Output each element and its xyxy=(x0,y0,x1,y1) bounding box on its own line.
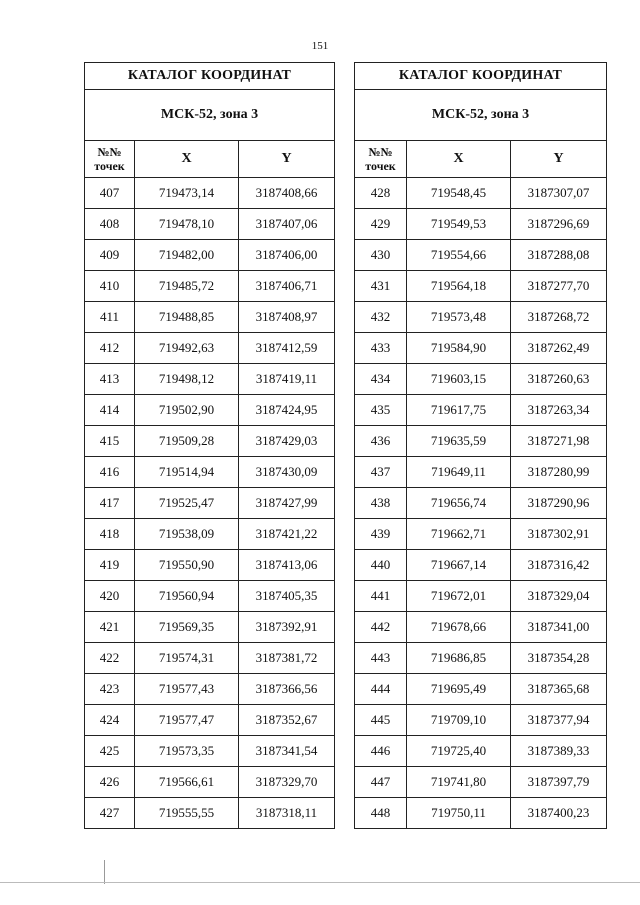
cell-y-coordinate: 3187406,00 xyxy=(239,240,335,271)
cell-x-coordinate: 719514,94 xyxy=(135,457,239,488)
cell-x-coordinate: 719485,72 xyxy=(135,271,239,302)
table-row xyxy=(355,767,607,798)
cell-y-coordinate: 3187307,07 xyxy=(511,178,607,209)
column-header-y: Y xyxy=(511,141,607,178)
cell-y-coordinate: 3187389,33 xyxy=(511,736,607,767)
cell-y-coordinate: 3187262,49 xyxy=(511,333,607,364)
cell-point-number: 440 xyxy=(355,550,407,581)
cell-y-coordinate: 3187406,71 xyxy=(239,271,335,302)
cell-point-number: 444 xyxy=(355,674,407,705)
table-row xyxy=(355,674,607,705)
cell-y-coordinate: 3187296,69 xyxy=(511,209,607,240)
table-row xyxy=(355,457,607,488)
cell-point-number: 437 xyxy=(355,457,407,488)
cell-y-coordinate: 3187430,09 xyxy=(239,457,335,488)
cell-point-number: 408 xyxy=(85,209,135,240)
cell-point-number: 427 xyxy=(85,798,135,829)
page-number: 151 xyxy=(311,40,329,52)
cell-x-coordinate: 719649,11 xyxy=(407,457,511,488)
catalog-title: КАТАЛОГ КООРДИНАТ xyxy=(85,63,335,90)
table-row xyxy=(85,240,335,271)
cell-y-coordinate: 3187290,96 xyxy=(511,488,607,519)
table-row xyxy=(355,395,607,426)
table-row xyxy=(355,426,607,457)
table-row xyxy=(355,271,607,302)
cell-x-coordinate: 719584,90 xyxy=(407,333,511,364)
cell-point-number: 448 xyxy=(355,798,407,829)
cell-y-coordinate: 3187381,72 xyxy=(239,643,335,674)
table-row xyxy=(355,178,607,209)
cell-x-coordinate: 719482,00 xyxy=(135,240,239,271)
table-row xyxy=(85,302,335,333)
cell-y-coordinate: 3187412,59 xyxy=(239,333,335,364)
cell-y-coordinate: 3187288,08 xyxy=(511,240,607,271)
cell-y-coordinate: 3187277,70 xyxy=(511,271,607,302)
cell-point-number: 416 xyxy=(85,457,135,488)
table-row xyxy=(355,705,607,736)
cell-y-coordinate: 3187400,23 xyxy=(511,798,607,829)
cell-x-coordinate: 719662,71 xyxy=(407,519,511,550)
cell-y-coordinate: 3187429,03 xyxy=(239,426,335,457)
cell-x-coordinate: 719750,11 xyxy=(407,798,511,829)
cell-point-number: 429 xyxy=(355,209,407,240)
table-row xyxy=(85,333,335,364)
cell-x-coordinate: 719554,66 xyxy=(407,240,511,271)
cell-y-coordinate: 3187318,11 xyxy=(239,798,335,829)
cell-x-coordinate: 719656,74 xyxy=(407,488,511,519)
table-row xyxy=(85,643,335,674)
cell-point-number: 435 xyxy=(355,395,407,426)
cell-point-number: 430 xyxy=(355,240,407,271)
cell-y-coordinate: 3187280,99 xyxy=(511,457,607,488)
cell-point-number: 436 xyxy=(355,426,407,457)
table-row xyxy=(355,240,607,271)
cell-point-number: 443 xyxy=(355,643,407,674)
cell-point-number: 411 xyxy=(85,302,135,333)
table-row xyxy=(85,674,335,705)
cell-x-coordinate: 719498,12 xyxy=(135,364,239,395)
cell-point-number: 409 xyxy=(85,240,135,271)
cell-x-coordinate: 719686,85 xyxy=(407,643,511,674)
cell-x-coordinate: 719525,47 xyxy=(135,488,239,519)
cell-x-coordinate: 719741,80 xyxy=(407,767,511,798)
cell-x-coordinate: 719573,35 xyxy=(135,736,239,767)
table-row xyxy=(355,209,607,240)
cell-point-number: 420 xyxy=(85,581,135,612)
table-row xyxy=(355,581,607,612)
cell-x-coordinate: 719549,53 xyxy=(407,209,511,240)
cell-x-coordinate: 719560,94 xyxy=(135,581,239,612)
coordinate-catalog-table-right xyxy=(354,62,607,829)
cell-x-coordinate: 719678,66 xyxy=(407,612,511,643)
table-row xyxy=(355,488,607,519)
cell-point-number: 428 xyxy=(355,178,407,209)
coordinate-system-zone: МСК-52, зона 3 xyxy=(355,90,607,141)
cell-y-coordinate: 3187260,63 xyxy=(511,364,607,395)
cell-point-number: 418 xyxy=(85,519,135,550)
cell-y-coordinate: 3187408,97 xyxy=(239,302,335,333)
cell-y-coordinate: 3187419,11 xyxy=(239,364,335,395)
cell-point-number: 438 xyxy=(355,488,407,519)
cell-y-coordinate: 3187365,68 xyxy=(511,674,607,705)
table-row xyxy=(85,736,335,767)
table-body xyxy=(355,178,607,829)
cell-x-coordinate: 719509,28 xyxy=(135,426,239,457)
column-header-y: Y xyxy=(239,141,335,178)
cell-y-coordinate: 3187302,91 xyxy=(511,519,607,550)
table-body xyxy=(85,178,335,829)
cell-y-coordinate: 3187366,56 xyxy=(239,674,335,705)
cell-point-number: 446 xyxy=(355,736,407,767)
cell-x-coordinate: 719538,09 xyxy=(135,519,239,550)
cell-x-coordinate: 719695,49 xyxy=(407,674,511,705)
cell-point-number: 419 xyxy=(85,550,135,581)
table-row xyxy=(85,271,335,302)
table-row xyxy=(355,302,607,333)
cell-x-coordinate: 719603,15 xyxy=(407,364,511,395)
table-row xyxy=(85,395,335,426)
cell-x-coordinate: 719502,90 xyxy=(135,395,239,426)
cell-point-number: 442 xyxy=(355,612,407,643)
cell-x-coordinate: 719617,75 xyxy=(407,395,511,426)
cell-x-coordinate: 719564,18 xyxy=(407,271,511,302)
column-header-point-number: №№ точек xyxy=(355,141,407,178)
cell-x-coordinate: 719478,10 xyxy=(135,209,239,240)
coordinate-system-zone: МСК-52, зона 3 xyxy=(85,90,335,141)
table-row xyxy=(85,457,335,488)
cell-x-coordinate: 719569,35 xyxy=(135,612,239,643)
cell-y-coordinate: 3187397,79 xyxy=(511,767,607,798)
cell-y-coordinate: 3187405,35 xyxy=(239,581,335,612)
table-row xyxy=(85,550,335,581)
cell-y-coordinate: 3187268,72 xyxy=(511,302,607,333)
coordinate-catalog-table-left xyxy=(84,62,335,829)
cell-x-coordinate: 719574,31 xyxy=(135,643,239,674)
table-row xyxy=(85,612,335,643)
cell-x-coordinate: 719566,61 xyxy=(135,767,239,798)
table-row xyxy=(355,736,607,767)
table-row xyxy=(85,209,335,240)
table-row xyxy=(85,767,335,798)
cell-y-coordinate: 3187424,95 xyxy=(239,395,335,426)
table-row xyxy=(85,426,335,457)
bottom-rule xyxy=(0,882,640,883)
table-row xyxy=(85,364,335,395)
cell-point-number: 426 xyxy=(85,767,135,798)
table-row xyxy=(85,519,335,550)
cell-y-coordinate: 3187341,00 xyxy=(511,612,607,643)
cell-point-number: 407 xyxy=(85,178,135,209)
catalog-title: КАТАЛОГ КООРДИНАТ xyxy=(355,63,607,90)
cell-point-number: 424 xyxy=(85,705,135,736)
table-row xyxy=(355,643,607,674)
cell-point-number: 425 xyxy=(85,736,135,767)
column-header-x: X xyxy=(135,141,239,178)
cell-point-number: 434 xyxy=(355,364,407,395)
cell-point-number: 445 xyxy=(355,705,407,736)
table-row xyxy=(355,364,607,395)
table-row xyxy=(355,519,607,550)
cell-y-coordinate: 3187392,91 xyxy=(239,612,335,643)
table-row xyxy=(85,581,335,612)
cell-point-number: 415 xyxy=(85,426,135,457)
table-row xyxy=(85,705,335,736)
cell-y-coordinate: 3187377,94 xyxy=(511,705,607,736)
cell-point-number: 410 xyxy=(85,271,135,302)
table-row xyxy=(355,333,607,364)
cell-x-coordinate: 719488,85 xyxy=(135,302,239,333)
cell-y-coordinate: 3187271,98 xyxy=(511,426,607,457)
cell-x-coordinate: 719550,90 xyxy=(135,550,239,581)
cell-x-coordinate: 719725,40 xyxy=(407,736,511,767)
cell-point-number: 439 xyxy=(355,519,407,550)
cell-point-number: 412 xyxy=(85,333,135,364)
cell-x-coordinate: 719492,63 xyxy=(135,333,239,364)
cell-y-coordinate: 3187427,99 xyxy=(239,488,335,519)
table-row xyxy=(355,798,607,829)
cell-y-coordinate: 3187408,66 xyxy=(239,178,335,209)
cell-x-coordinate: 719577,43 xyxy=(135,674,239,705)
cell-y-coordinate: 3187316,42 xyxy=(511,550,607,581)
cell-point-number: 421 xyxy=(85,612,135,643)
table-row xyxy=(355,612,607,643)
cell-point-number: 414 xyxy=(85,395,135,426)
cell-point-number: 433 xyxy=(355,333,407,364)
cell-y-coordinate: 3187421,22 xyxy=(239,519,335,550)
cell-y-coordinate: 3187407,06 xyxy=(239,209,335,240)
cell-x-coordinate: 719672,01 xyxy=(407,581,511,612)
table-row xyxy=(85,178,335,209)
cell-x-coordinate: 719555,55 xyxy=(135,798,239,829)
cell-y-coordinate: 3187329,70 xyxy=(239,767,335,798)
cell-point-number: 431 xyxy=(355,271,407,302)
cell-y-coordinate: 3187413,06 xyxy=(239,550,335,581)
cell-x-coordinate: 719473,14 xyxy=(135,178,239,209)
cell-point-number: 447 xyxy=(355,767,407,798)
cell-y-coordinate: 3187329,04 xyxy=(511,581,607,612)
column-header-x: X xyxy=(407,141,511,178)
cell-y-coordinate: 3187263,34 xyxy=(511,395,607,426)
cell-x-coordinate: 719667,14 xyxy=(407,550,511,581)
cell-x-coordinate: 719548,45 xyxy=(407,178,511,209)
cell-x-coordinate: 719573,48 xyxy=(407,302,511,333)
cell-point-number: 413 xyxy=(85,364,135,395)
table-row xyxy=(85,798,335,829)
table-row xyxy=(355,550,607,581)
margin-mark xyxy=(104,860,105,884)
cell-y-coordinate: 3187352,67 xyxy=(239,705,335,736)
cell-point-number: 441 xyxy=(355,581,407,612)
column-header-point-number: №№ точек xyxy=(85,141,135,178)
cell-x-coordinate: 719635,59 xyxy=(407,426,511,457)
cell-y-coordinate: 3187354,28 xyxy=(511,643,607,674)
cell-point-number: 432 xyxy=(355,302,407,333)
cell-point-number: 423 xyxy=(85,674,135,705)
cell-point-number: 422 xyxy=(85,643,135,674)
cell-x-coordinate: 719577,47 xyxy=(135,705,239,736)
cell-x-coordinate: 719709,10 xyxy=(407,705,511,736)
cell-point-number: 417 xyxy=(85,488,135,519)
table-row xyxy=(85,488,335,519)
cell-y-coordinate: 3187341,54 xyxy=(239,736,335,767)
